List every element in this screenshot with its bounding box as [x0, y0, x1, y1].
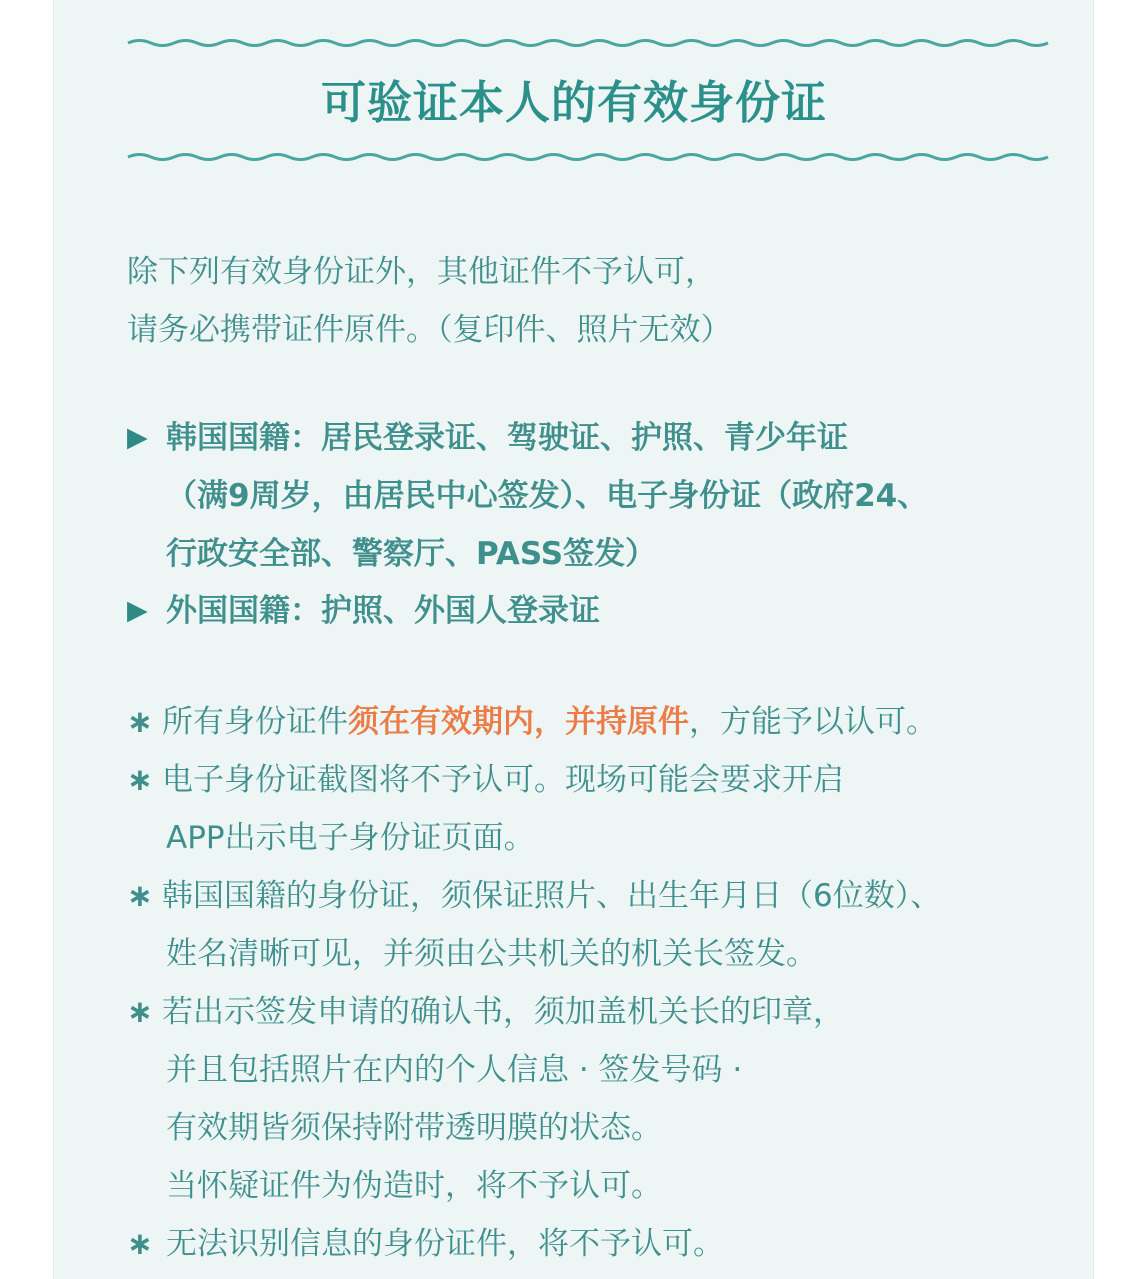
bullet-arrow-icon: ▶ [127, 422, 148, 453]
asterisk-icon: ∗ [127, 1226, 153, 1262]
asterisk-icon: ∗ [127, 994, 153, 1030]
note-1 [162, 700, 937, 744]
page-title: 可验证本人的有效身份证 [320, 76, 827, 129]
note-4-line-4: 当怀疑证件为伪造时，将不予认可。 [166, 1168, 662, 1204]
wave-divider-bottom [128, 146, 1020, 168]
wave-divider-top [128, 32, 1020, 54]
note-5-line-1: 无法识别信息的身份证件，将不予认可。 [166, 1226, 724, 1262]
note-4-line-1: 若出示签发申请的确认书，须加盖机关长的印章， [162, 994, 844, 1030]
note-3-line-2: 姓名清晰可见，并须由公共机关的机关长签发。 [166, 936, 817, 972]
intro-line-2: 请务必携带证件原件。（复印件、照片无效） [127, 312, 732, 348]
note-4-line-2: 并且包括照片在内的个人信息 · 签发号码 · [166, 1052, 743, 1088]
asterisk-icon: ∗ [127, 704, 153, 740]
note-2-line-2: APP出示电子身份证页面。 [166, 820, 535, 856]
note-1-post: ，方能予以认可。 [689, 704, 937, 740]
note-2-line-1: 电子身份证截图将不予认可。现场可能会要求开启 [162, 762, 844, 798]
note-1-highlight: 须在有效期内，并持原件 [348, 704, 689, 740]
korean-id-line-2: （满9周岁，由居民中心签发）、电子身份证（政府24、 [166, 478, 929, 514]
korean-id-line-1: 韩国国籍：居民登录证、驾驶证、护照、青少年证 [166, 420, 848, 456]
asterisk-icon: ∗ [127, 878, 153, 914]
note-3-line-1: 韩国国籍的身份证，须保证照片、出生年月日（6位数）、 [162, 878, 942, 914]
bullet-arrow-icon: ▶ [127, 595, 148, 626]
korean-id-line-3: 行政安全部、警察厅、PASS签发） [166, 536, 657, 572]
intro-line-1: 除下列有效身份证外，其他证件不予认可， [127, 254, 716, 290]
asterisk-icon: ∗ [127, 762, 153, 798]
foreign-id-line-1: 外国国籍：护照、外国人登录证 [166, 593, 600, 629]
note-4-line-3: 有效期皆须保持附带透明膜的状态。 [166, 1110, 662, 1146]
note-1-pre: 所有身份证件 [162, 704, 348, 740]
